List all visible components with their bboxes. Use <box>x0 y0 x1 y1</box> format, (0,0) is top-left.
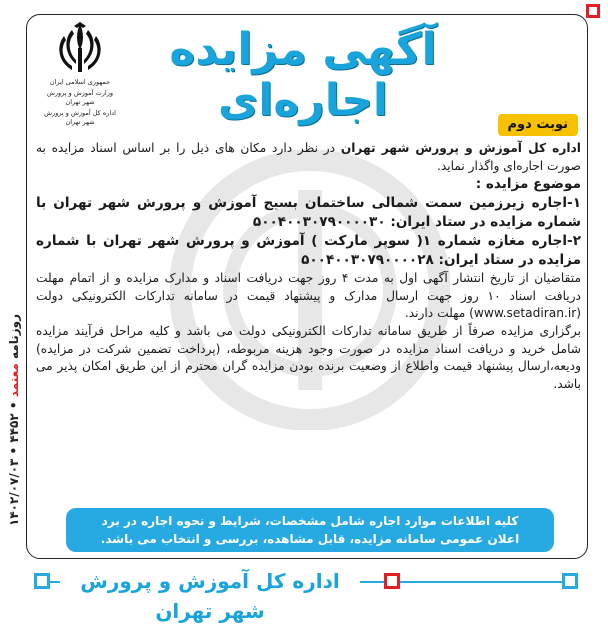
intro-paragraph <box>36 140 581 175</box>
emblem <box>40 20 120 127</box>
item-2: ۲-اجاره مغازه شماره ۱( سوپر مارکت ) آموزش و پرورش شهر تهران با شماره مزایده در ستاد ایران: ۵۰۰۴۰۰۳۰۷۹۰۰۰۰۲۸ <box>36 233 581 269</box>
notice-body <box>36 140 581 393</box>
footer-org-name: اداره کل آموزش و پرورش شهر تهران <box>60 566 360 596</box>
deadline-paragraph <box>36 270 581 323</box>
setadiran-link[interactable]: (www.setadiran.ir) <box>469 306 581 321</box>
emblem-line-1: جمهوری اسلامی ایران <box>49 78 111 86</box>
footer-square-left <box>34 573 50 589</box>
info-line-2: اعلان عمومی سامانه مزایده، قابل مشاهده، بررسی و انتخاب می باشد. <box>100 532 520 546</box>
newspaper-brand: معتمد <box>7 363 21 398</box>
corner-square-top-right <box>586 4 600 18</box>
emblem-line-3: اداره کل آموزش و پرورش شهر تهران <box>44 109 116 126</box>
footer-square-right <box>562 573 578 589</box>
subject-heading: موضوع مزایده : <box>475 176 581 193</box>
notice-title: آگهی مزایده اجاره‌ای <box>169 24 437 126</box>
deadline-text-before: متقاضیان از تاریخ انتشار آگهی اول به مدت ۴ روز جهت دریافت اسناد و مدارک مزایده و از اتمام مهلت دریافت اسناد ۱۰ روز جهت ارسال مدارک و پیشنهاد قیمت در سامانه تدارکات الکترونیکی دولت <box>36 271 581 303</box>
deadline-text-after: مهلت دارند. <box>404 306 470 321</box>
iran-emblem-icon <box>54 20 106 76</box>
side-prefix: روزنامه <box>7 314 21 364</box>
footer-square-red <box>384 573 400 589</box>
side-issue-date: • ۴۴۵۲ • ۱۴۰۲/۰۷/۰۳ <box>7 397 21 526</box>
round-badge: نوبت دوم <box>498 114 578 136</box>
intro-rest: در نظر دارد مکان های ذیل را بر اساس اسناد مزایده به صورت اجاره‌ای واگذار نماید. <box>36 141 581 173</box>
intro-org: اداره کل آموزش و پرورش شهر تهران <box>340 141 581 155</box>
item-1: ۱-اجاره زیرزمین سمت شمالی ساختمان بسیج آموزش و پرورش شهر تهران با شماره مزایده در ستاد ایران: ۵۰۰۴۰۰۳۰۷۹۰۰۰۰۳۰ <box>36 195 581 231</box>
process-paragraph: برگزاری مزایده صرفاً از طریق سامانه تدارکات الکترونیکی دولت می باشد و کلیه مراحل فرآیند مزایده شامل خرید و دریافت اسناد مزایده در صورت وجود هزینه مربوطه، (پرداخت تضمین شرکت در مزایده) ودیعه،ارسال پیشنهاد قیمت واطلاع از وضعیت برنده بودن مزایده گران محترم از این طریق امکان پذیر می باشد. <box>36 323 581 391</box>
info-box <box>66 508 554 552</box>
footer <box>0 565 608 623</box>
emblem-line-2: وزارت آموزش و پرورش شهر تهران <box>46 89 113 106</box>
newspaper-side-label <box>6 290 22 550</box>
info-line-1: کلیه اطلاعات موارد اجاره شامل مشخصات، شرایط و نحوه اجاره در برد <box>101 514 519 528</box>
